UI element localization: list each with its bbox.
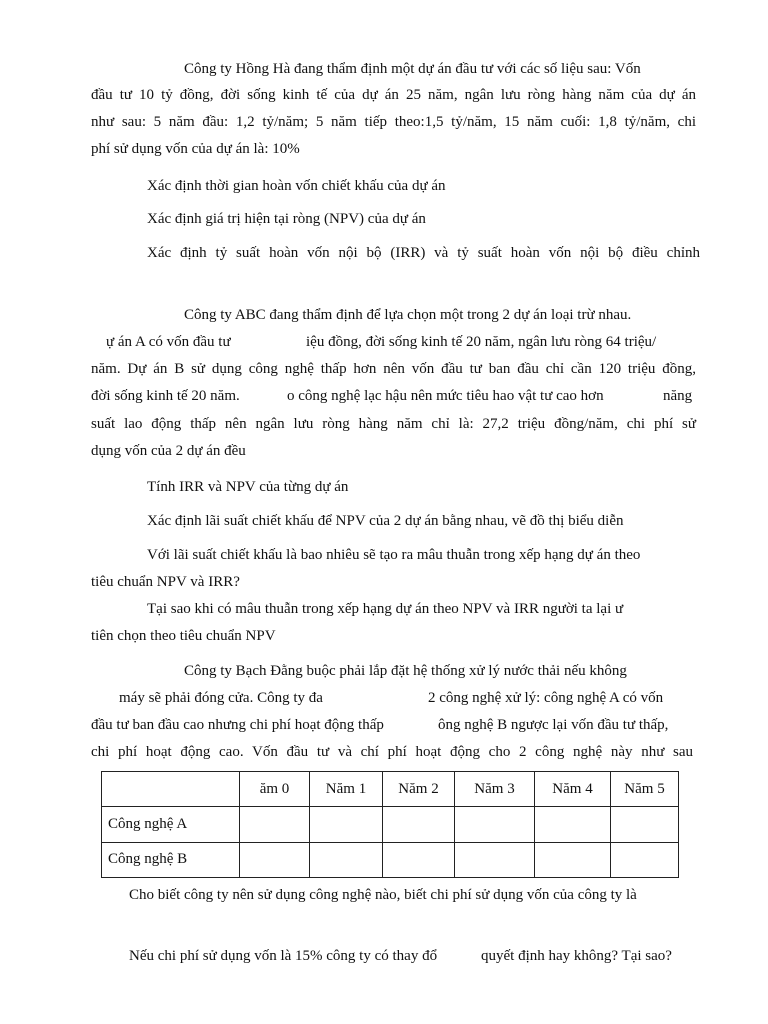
problem2-line-5: suất lao động thấp nên ngân lưu ròng hàng năm chỉ là: 27,2 triệu đồng/năm, chi phí sử: [91, 416, 696, 432]
table-row: [102, 842, 679, 877]
table-header-cell: Năm 2: [383, 772, 455, 807]
problem3-question-2b: quyết định hay không? Tại sao?: [481, 948, 672, 964]
problem2-line-4a: đời sống kinh tế 20 năm.: [91, 388, 240, 404]
problem1-question-2: Xác định giá trị hiện tại ròng (NPV) của dự án: [147, 211, 426, 227]
problem3-question-2a: Nếu chi phí sử dụng vốn là 15% công ty có thay đổ: [129, 948, 438, 964]
table-cell: [455, 842, 535, 877]
table-cell: [535, 842, 611, 877]
problem3-line-3a: đầu tư ban đầu cao nhưng chi phí hoạt động thấp: [91, 717, 384, 733]
problem2-question-3a: Với lãi suất chiết khấu là bao nhiêu sẽ tạo ra mâu thuẫn trong xếp hạng dự án theo: [147, 547, 641, 563]
problem3-line-2b: 2 công nghệ xử lý: công nghệ A có vốn: [428, 690, 664, 706]
table-cell: [455, 807, 535, 842]
problem2-line-1: Công ty ABC đang thẩm định để lựa chọn một trong 2 dự án loại trừ nhau.: [184, 307, 632, 323]
table-header-cell: Năm 1: [310, 772, 383, 807]
table-header-row: [102, 772, 679, 807]
table-header-cell: Năm 4: [535, 772, 611, 807]
problem2-line-6: dụng vốn của 2 dự án đều: [91, 443, 246, 459]
problem2-question-4b: tiên chọn theo tiêu chuẩn NPV: [91, 628, 276, 644]
problem3-line-2a: máy sẽ phải đóng cửa. Công ty đa: [119, 690, 323, 706]
problem3-line-1: Công ty Bạch Đằng buộc phải lắp đặt hệ thống xử lý nước thải nếu không: [184, 663, 627, 679]
table-cell: [611, 807, 679, 842]
problem1-question-3: Xác định tỷ suất hoàn vốn nội bộ (IRR) và tỷ suất hoàn vốn nội bộ điều chỉnh: [147, 245, 700, 261]
table-cell: [611, 842, 679, 877]
problem3-line-4: chi phí hoạt động cao. Vốn đầu tư và chí phí hoạt động cho 2 công nghệ này như sau: [91, 744, 693, 760]
table-cell: [383, 807, 455, 842]
table-row: [102, 807, 679, 842]
problem2-question-2: Xác định lãi suất chiết khấu để NPV của 2 dự án bằng nhau, vẽ đồ thị biểu diễn: [147, 513, 624, 529]
table-row-label: Công nghệ B: [102, 842, 240, 877]
problem2-line-3: năm. Dự án B sử dụng công nghệ thấp hơn nên vốn đầu tư ban đầu chỉ cần 120 triệu đồng,: [91, 361, 696, 377]
problem1-line-3: như sau: 5 năm đầu: 1,2 tỷ/năm; 5 năm tiếp theo:1,5 tỷ/năm, 15 năm cuối: 1,8 tỷ/năm, chi: [91, 114, 696, 130]
table-cell: [240, 842, 310, 877]
table-cell: [310, 807, 383, 842]
table-header-cell: [102, 772, 240, 807]
problem2-line-2a: ự án A có vốn đầu tư: [106, 334, 231, 350]
problem1-line-4: phí sử dụng vốn của dự án là: 10%: [91, 141, 300, 157]
table-cell: [383, 842, 455, 877]
table-cell: [240, 807, 310, 842]
problem1-question-1: Xác định thời gian hoàn vốn chiết khấu của dự án: [147, 178, 446, 194]
problem2-line-2b: iệu đồng, đời sống kinh tế 20 năm, ngân lưu ròng 64 triệu/: [306, 334, 657, 350]
problem1-line-2: đầu tư 10 tỷ đồng, đời sống kinh tế của dự án 25 năm, ngân lưu ròng hàng năm của dự án: [91, 87, 696, 103]
table-row-label: Công nghệ A: [102, 807, 240, 842]
problem2-line-4b: o công nghệ lạc hậu nên mức tiêu hao vật tư cao hơn: [287, 388, 604, 404]
table-cell: [535, 807, 611, 842]
problem2-question-1: Tính IRR và NPV của từng dự án: [147, 479, 349, 495]
cost-table: [101, 771, 679, 878]
problem3-question-1: Cho biết công ty nên sử dụng công nghệ nào, biết chi phí sử dụng vốn của công ty là: [129, 887, 637, 903]
table-header-cell: Năm 5: [611, 772, 679, 807]
problem2-question-4a: Tại sao khi có mâu thuẫn trong xếp hạng dự án theo NPV và IRR người ta lại ư: [147, 601, 624, 617]
problem1-line-1: Công ty Hồng Hà đang thẩm định một dự án đầu tư với các số liệu sau: Vốn: [184, 61, 641, 77]
table-header-cell: Năm 3: [455, 772, 535, 807]
problem2-line-4c: năng: [663, 388, 693, 404]
table-header-cell: ăm 0: [240, 772, 310, 807]
problem3-line-3b: ông nghệ B ngược lại vốn đầu tư thấp,: [438, 717, 669, 733]
table-cell: [310, 842, 383, 877]
problem2-question-3b: tiêu chuẩn NPV và IRR?: [91, 574, 240, 590]
